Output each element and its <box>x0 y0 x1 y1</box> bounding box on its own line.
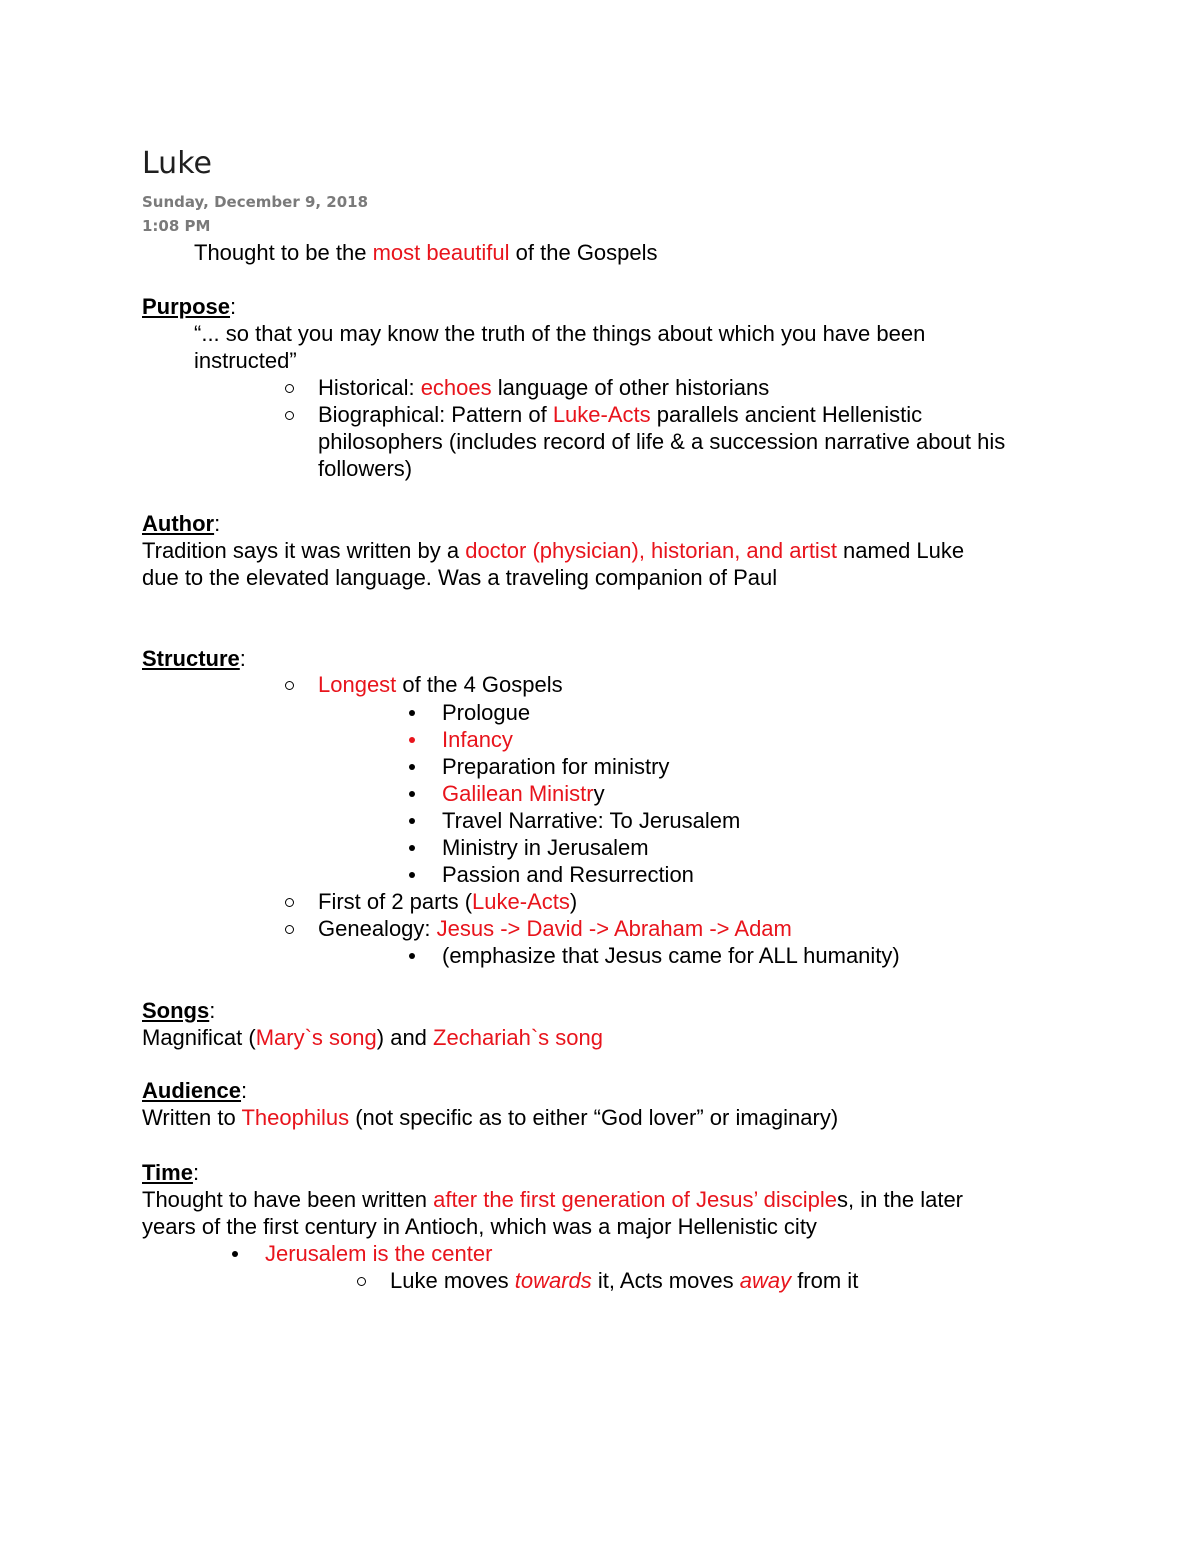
first-of-two-item: First of 2 parts (Luke-Acts) <box>318 889 578 914</box>
section-prologue: Prologue <box>442 700 531 725</box>
bullet-icon <box>232 1251 238 1257</box>
section-jerusalem: Ministry in Jerusalem <box>442 835 649 860</box>
bullet-icon <box>409 737 415 743</box>
circle-bullet-icon <box>357 1277 366 1286</box>
songs-line: Magnificat (Mary`s song) and Zechariah`s song <box>142 1025 604 1050</box>
genealogy-item: Genealogy: Jesus -> David -> Abraham -> Adam <box>318 916 792 941</box>
purpose-quote-line-2: instructed” <box>194 348 297 373</box>
author-line-2: due to the elevated language. Was a traveling companion of Paul <box>142 565 778 590</box>
bullet-icon <box>409 953 415 959</box>
section-travel: Travel Narrative: To Jerusalem <box>442 808 741 833</box>
longest-item: Longest of the 4 Gospels <box>318 672 563 697</box>
purpose-heading: Purpose: <box>142 294 237 319</box>
biographical-item: Biographical: Pattern of Luke-Acts parallels ancient Hellenistic <box>318 402 923 427</box>
bullet-icon <box>409 764 415 770</box>
author-heading: Author: <box>142 511 221 536</box>
emphasize-item: (emphasize that Jesus came for ALL humanity) <box>442 943 900 968</box>
time-heading: Time: <box>142 1160 200 1185</box>
biographical-line-2: philosophers (includes record of life & a succession narrative about his <box>318 429 1006 454</box>
bullet-icon <box>409 791 415 797</box>
section-galilean: Galilean Ministry <box>442 781 605 806</box>
time-line-2: years of the first century in Antioch, which was a major Hellenistic city <box>142 1214 817 1239</box>
page-date: Sunday, December 9, 2018 <box>142 193 369 211</box>
page-time: 1:08 PM <box>142 217 211 235</box>
purpose-quote-line-1: “... so that you may know the truth of the things about which you have been <box>194 321 926 346</box>
section-passion: Passion and Resurrection <box>442 862 694 887</box>
historical-item: Historical: echoes language of other historians <box>318 375 770 400</box>
biographical-line-3: followers) <box>318 456 413 481</box>
audience-heading: Audience: <box>142 1078 248 1103</box>
audience-line: Written to Theophilus (not specific as to either “God lover” or imaginary) <box>142 1105 839 1130</box>
moves-item: Luke moves towards it, Acts moves away from it <box>390 1268 859 1293</box>
bullet-icon <box>409 710 415 716</box>
time-line-1: Thought to have been written after the first generation of Jesus’ disciples, in the later <box>142 1187 963 1212</box>
songs-heading: Songs: <box>142 998 216 1023</box>
section-preparation: Preparation for ministry <box>442 754 670 779</box>
bullet-icon <box>409 818 415 824</box>
circle-bullet-icon <box>285 681 294 690</box>
jerusalem-center-item: Jerusalem is the center <box>265 1241 493 1266</box>
circle-bullet-icon <box>285 898 294 907</box>
page-title: Luke <box>142 146 212 181</box>
structure-heading: Structure: <box>142 646 246 671</box>
author-line-1: Tradition says it was written by a doctor (physician), historian, and artist named Luke <box>142 538 965 563</box>
section-infancy: Infancy <box>442 727 513 752</box>
circle-bullet-icon <box>285 411 294 420</box>
circle-bullet-icon <box>285 925 294 934</box>
bullet-icon <box>409 845 415 851</box>
intro-line: Thought to be the most beautiful of the Gospels <box>194 240 658 265</box>
bullet-icon <box>409 872 415 878</box>
circle-bullet-icon <box>285 384 294 393</box>
